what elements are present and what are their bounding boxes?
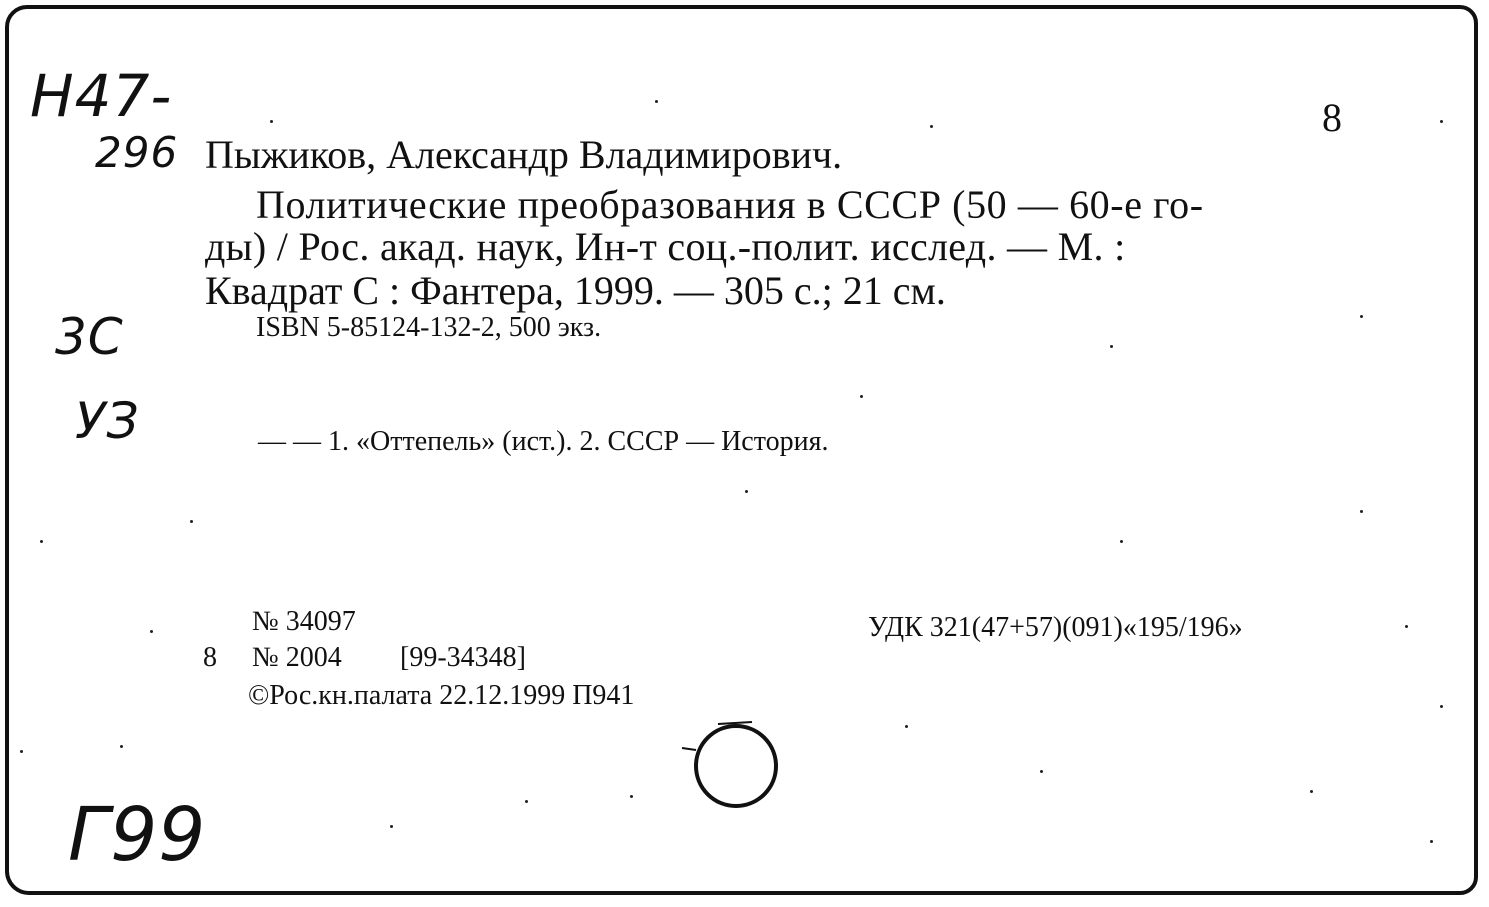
scan-speck: [745, 490, 748, 493]
scan-speck: [1040, 770, 1043, 773]
scan-speck: [1310, 790, 1313, 793]
scan-speck: [930, 125, 933, 128]
scan-speck: [1360, 510, 1363, 513]
title-line-3: Квадрат С : Фантера, 1999. — 305 с.; 21 см.: [205, 268, 946, 313]
scan-speck: [270, 120, 273, 123]
scan-speck: [525, 800, 528, 803]
record-number-1: № 34097: [252, 606, 356, 637]
card-number: 8: [1322, 95, 1342, 140]
title-line-2: ды) / Рос. акад. наук, Ин-т соц.-полит. исслед. — М. :: [205, 224, 1126, 269]
handwritten-shelfmark-line2: 296: [95, 128, 179, 177]
scan-speck: [860, 395, 863, 398]
scan-speck: [1110, 345, 1113, 348]
handwritten-code-2: УЗ: [75, 392, 140, 450]
scan-speck: [655, 100, 658, 103]
scan-speck: [150, 630, 153, 633]
scan-speck: [1120, 540, 1123, 543]
scan-speck: [1405, 625, 1408, 628]
scan-speck: [1430, 840, 1433, 843]
copyright-line: ©Рос.кн.палата 22.12.1999 П941: [248, 680, 635, 711]
scan-speck: [905, 725, 908, 728]
handwritten-code-1: 3С: [55, 308, 124, 366]
scan-speck: [1440, 120, 1443, 123]
scan-speck: [1440, 705, 1443, 708]
scan-speck: [390, 825, 393, 828]
scan-speck: [20, 750, 23, 753]
record-number-2-prefix: 8: [203, 642, 217, 673]
scan-speck: [120, 745, 123, 748]
handwritten-code-bottom: Г99: [68, 792, 207, 878]
isbn-line: ISBN 5-85124-132-2, 500 экз.: [256, 312, 602, 343]
record-number-2: № 2004: [252, 642, 342, 673]
scan-speck: [1360, 315, 1363, 318]
subject-headings: — — 1. «Оттепель» (ист.). 2. СССР — История.: [258, 426, 829, 457]
scan-speck: [190, 520, 193, 523]
scan-speck: [40, 540, 43, 543]
record-bracket-number: [99-34348]: [400, 642, 526, 673]
author-heading: Пыжиков, Александр Владимирович.: [205, 132, 843, 177]
udk-code: УДК 321(47+57)(091)«195/196»: [868, 612, 1243, 643]
title-line-1: Политические преобразования в СССР (50 — 60-е го-: [256, 182, 1204, 227]
punch-hole-circle: [672, 712, 792, 822]
scan-speck: [630, 795, 633, 798]
handwritten-shelfmark-line1: Н47-: [30, 62, 173, 130]
